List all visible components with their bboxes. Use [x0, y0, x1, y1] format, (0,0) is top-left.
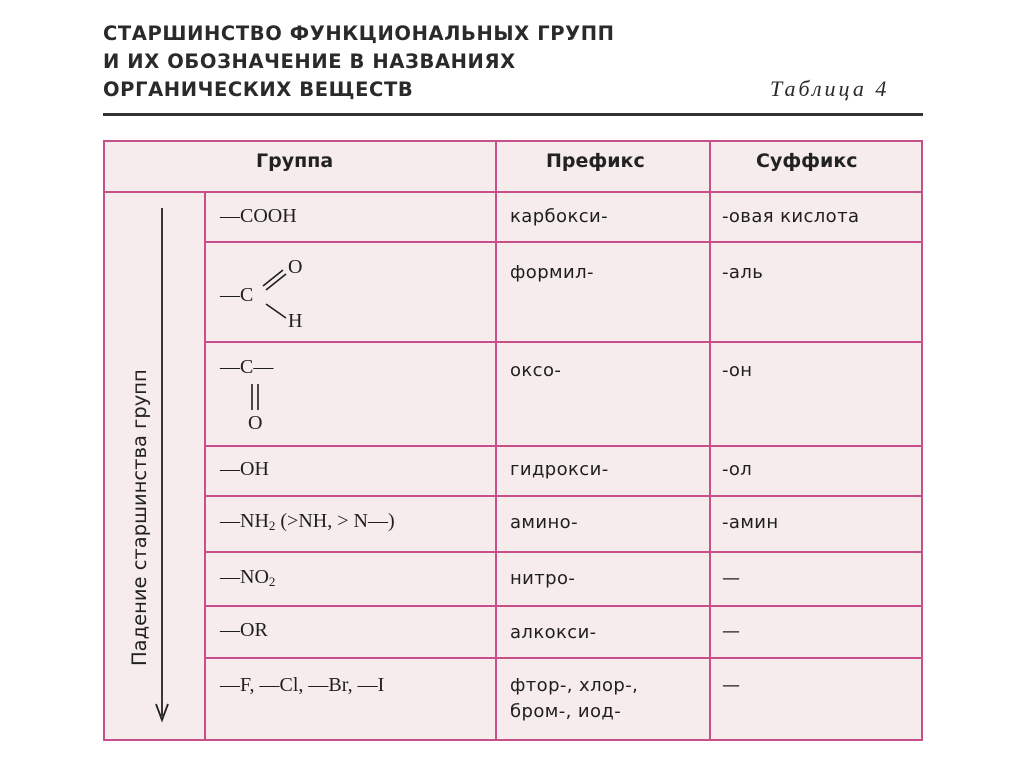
prefix-karboksi: карбокси-	[510, 206, 609, 227]
title-line-1: СТАРШИНСТВО ФУНКЦИОНАЛЬНЫХ ГРУПП	[103, 22, 615, 45]
aldehyde-oxygen: O	[288, 256, 303, 278]
group-aldehyde-structure	[220, 252, 340, 336]
group-oh: —OH	[220, 458, 269, 480]
title-rule	[103, 113, 923, 116]
prefix-formil: формил-	[510, 262, 594, 283]
group-cooh: —COOH	[220, 205, 297, 227]
aldehyde-carbon: —C	[220, 284, 254, 306]
down-arrow-icon	[150, 208, 174, 728]
table-number: Таблица 4	[770, 76, 890, 101]
prefix-alkoksi: алкокси-	[510, 622, 597, 643]
group-halogens: —F, —Cl, —Br, —I	[220, 674, 385, 696]
title-line-2: И ИХ ОБОЗНАЧЕНИЕ В НАЗВАНИЯХ	[103, 50, 516, 73]
header-divider	[103, 191, 923, 193]
ketone-oxygen: O	[248, 412, 263, 434]
row-divider-2	[204, 341, 923, 343]
group-nh2-subscript: 2	[268, 518, 276, 533]
suffix-dash-nitro: —	[722, 568, 741, 589]
prefix-okso: оксо-	[510, 360, 562, 381]
prefix-halogens-line-2: бром-, иод-	[510, 701, 622, 722]
table-frame	[103, 140, 923, 741]
group-no2-main: —NO	[220, 566, 269, 588]
row-divider-5	[204, 551, 923, 553]
aldehyde-bonds	[220, 252, 340, 336]
suffix-ovaya-kislota: -овая кислота	[722, 206, 860, 227]
aldehyde-hydrogen: H	[288, 310, 303, 332]
prefix-gidroksi: гидрокси-	[510, 459, 609, 480]
group-nh2-tail: (>NH, > N—)	[275, 510, 395, 532]
prefix-halogens-line-1: фтор-, хлор-,	[510, 675, 639, 696]
group-nh2	[220, 510, 395, 534]
prefix-amino: амино-	[510, 512, 578, 533]
title-line-3: ОРГАНИЧЕСКИХ ВЕЩЕСТВ	[103, 78, 414, 101]
group-no2-subscript: 2	[268, 574, 276, 589]
group-or: —OR	[220, 619, 268, 641]
ketone-double-bond	[220, 352, 340, 440]
row-divider-7	[204, 657, 923, 659]
suffix-ol: -ол	[722, 459, 753, 480]
row-divider-3	[204, 445, 923, 447]
prefix-nitro: нитро-	[510, 568, 576, 589]
column-header-suffix: Суффикс	[756, 150, 858, 172]
side-label: Падение старшинства групп	[128, 369, 151, 666]
group-ketone-structure	[220, 352, 340, 440]
group-prefix-divider	[495, 140, 497, 741]
column-header-prefix: Префикс	[546, 150, 645, 172]
row-divider-6	[204, 605, 923, 607]
prefix-suffix-divider	[709, 140, 711, 741]
suffix-dash-halogens: —	[722, 675, 741, 696]
column-header-group: Группа	[256, 150, 334, 172]
suffix-al: -аль	[722, 262, 764, 283]
ketone-carbon: —C—	[220, 356, 274, 378]
suffix-dash-alkoksi: —	[722, 621, 741, 642]
group-no2	[220, 566, 275, 590]
group-nh2-main: —NH	[220, 510, 269, 532]
suffix-on: -он	[722, 360, 753, 381]
row-divider-4	[204, 495, 923, 497]
table-title	[103, 20, 615, 104]
row-divider-1	[204, 241, 923, 243]
prefix-halogens	[510, 673, 638, 725]
suffix-amin: -амин	[722, 512, 779, 533]
